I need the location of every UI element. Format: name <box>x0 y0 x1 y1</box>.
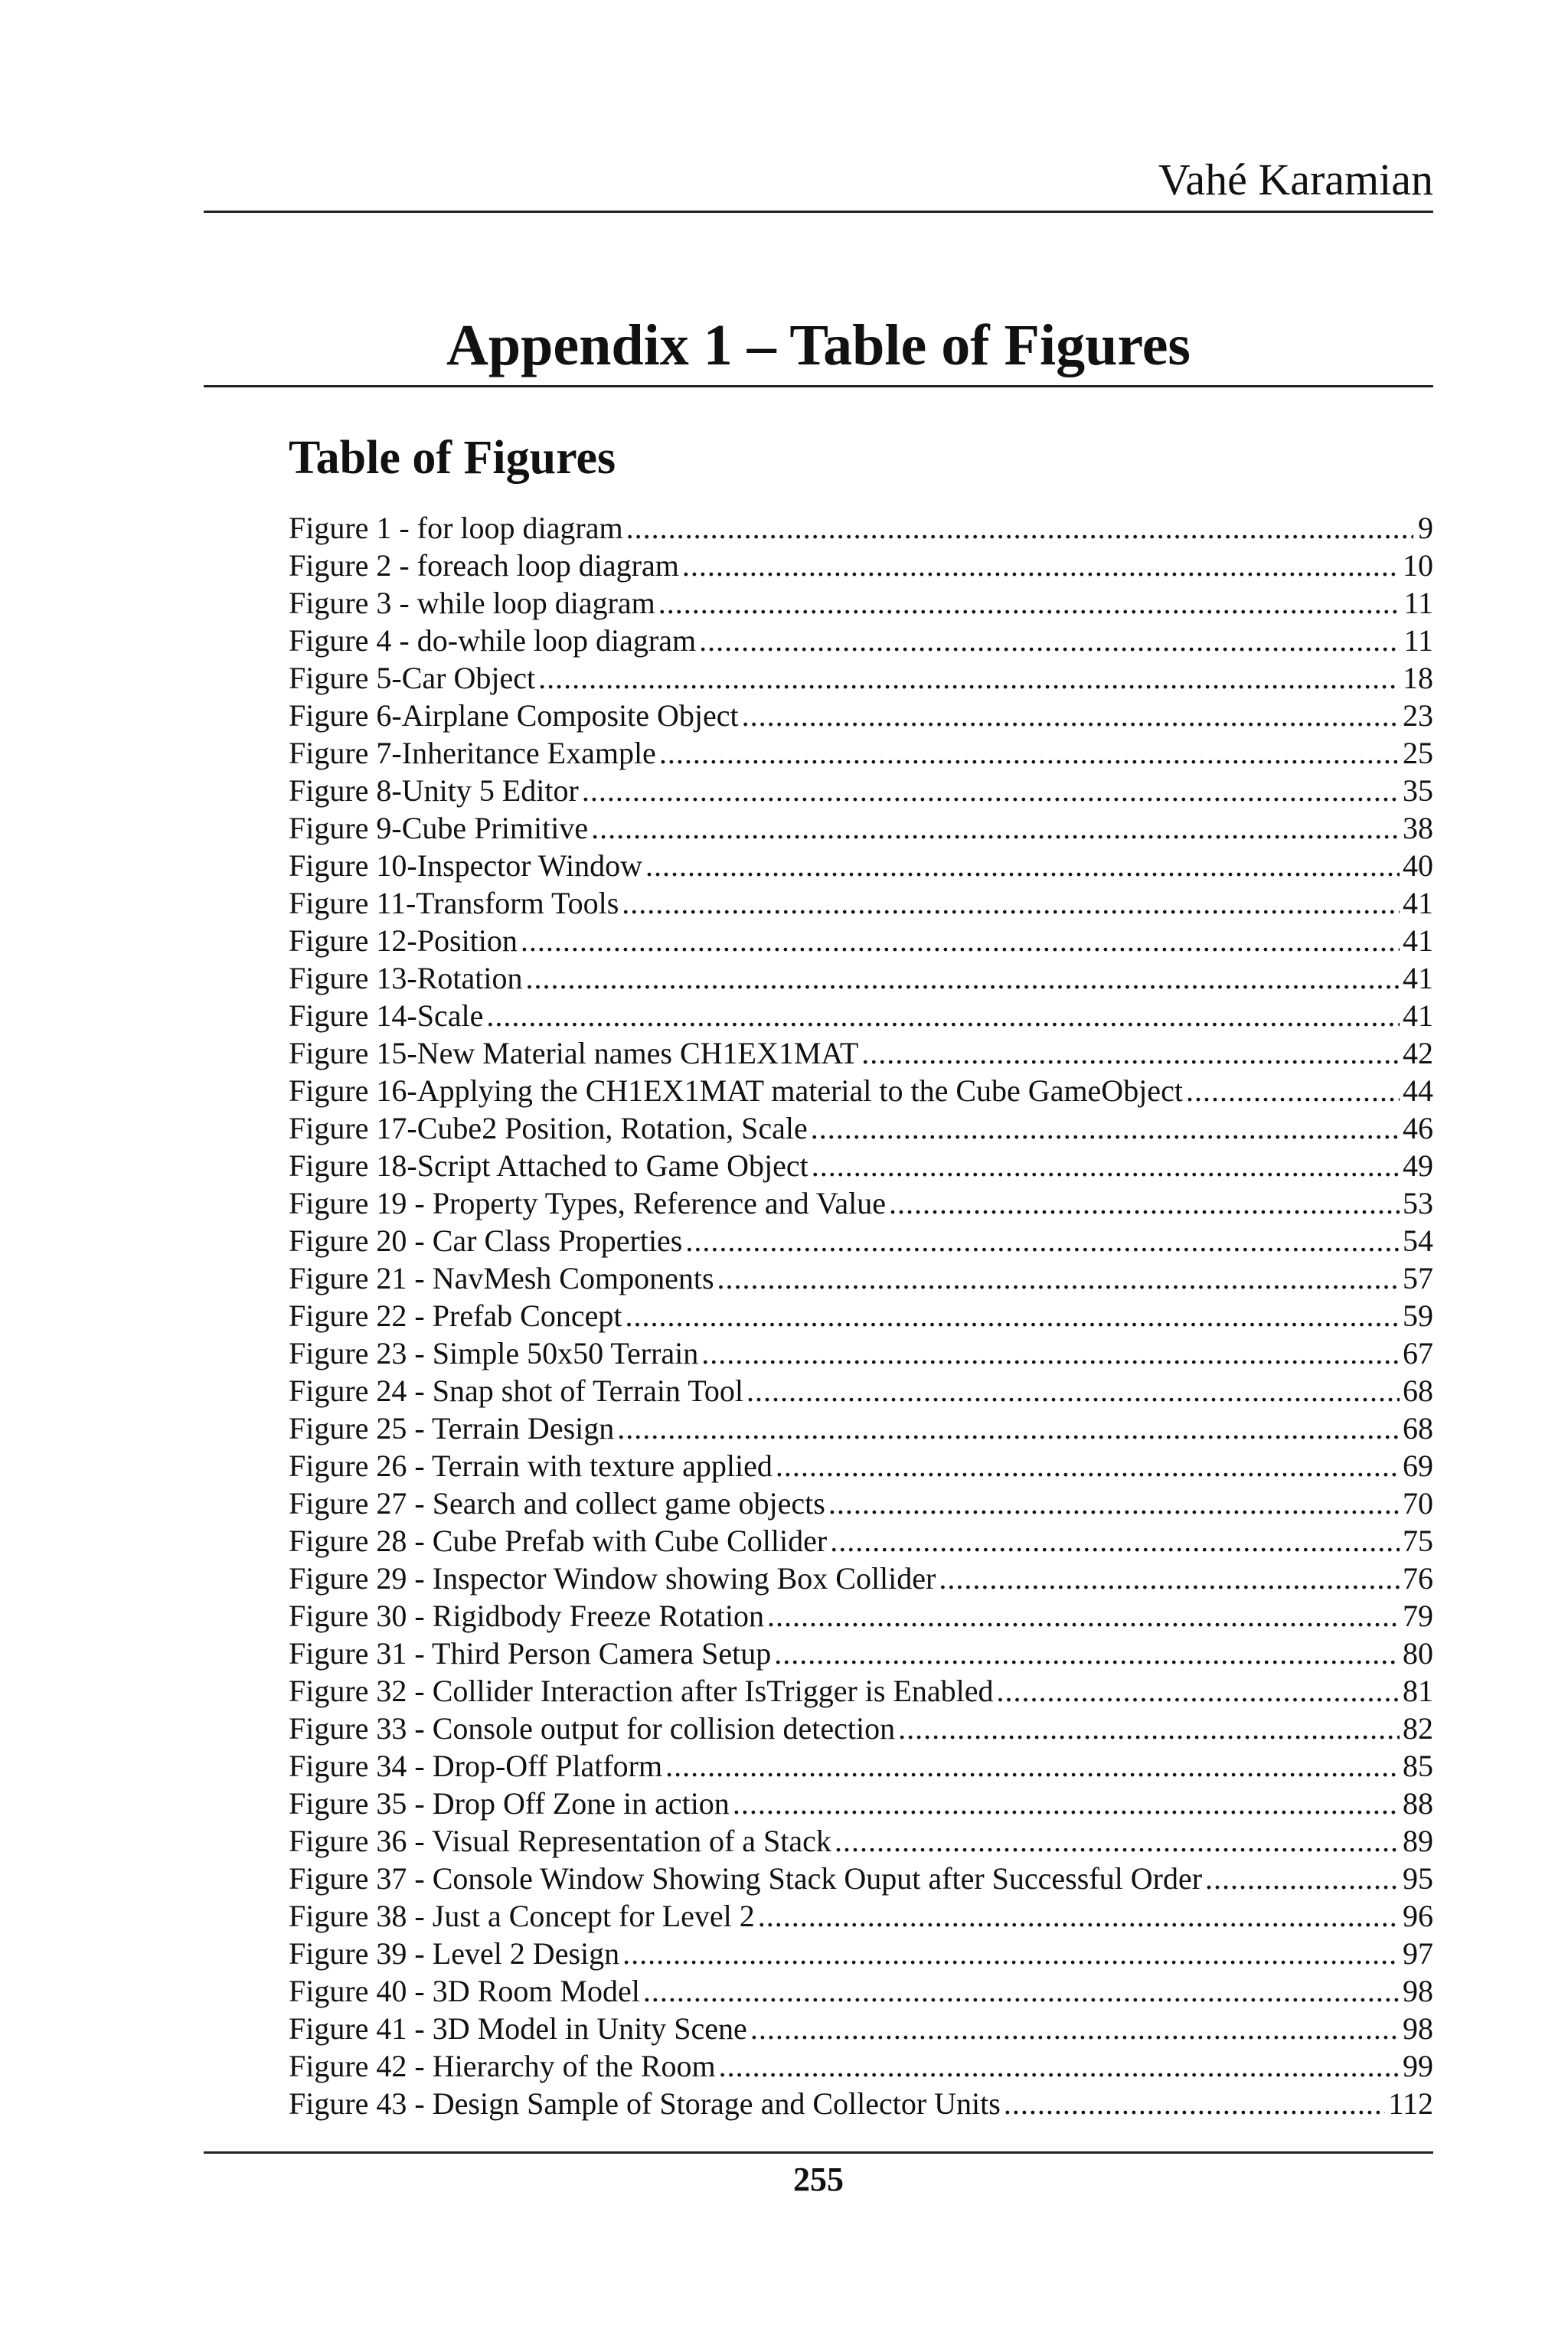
toc-entry[interactable] <box>289 1635 1433 1672</box>
dot-leader <box>750 2010 1400 2047</box>
toc-entry[interactable] <box>289 1222 1433 1259</box>
toc-entry[interactable] <box>289 1597 1433 1635</box>
toc-entry-label: Figure 31 - Third Person Camera Setup <box>289 1636 772 1671</box>
toc-entry-label: Figure 30 - Rigidbody Freeze Rotation <box>289 1599 765 1633</box>
toc-entry-page-number: 85 <box>1403 1749 1433 1783</box>
toc-entry[interactable] <box>289 1747 1433 1785</box>
toc-entry[interactable] <box>289 809 1433 847</box>
toc-entry[interactable] <box>289 1785 1433 1822</box>
toc-entry-label: Figure 23 - Simple 50x50 Terrain <box>289 1336 699 1370</box>
toc-entry[interactable] <box>289 1372 1433 1410</box>
toc-entry-page-number: 23 <box>1403 698 1433 733</box>
dot-leader <box>521 922 1400 959</box>
dot-leader <box>701 1334 1400 1372</box>
toc-entry[interactable] <box>289 2010 1433 2047</box>
toc-entry-label: Figure 34 - Drop-Off Platform <box>289 1749 663 1783</box>
toc-entry-page-number: 76 <box>1403 1561 1433 1596</box>
dot-leader <box>811 1109 1400 1147</box>
toc-entry-page-number: 70 <box>1403 1486 1433 1521</box>
dot-leader <box>682 547 1400 584</box>
toc-entry-label: Figure 9-Cube Primitive <box>289 811 589 845</box>
toc-entry-label: Figure 2 - foreach loop diagram <box>289 548 679 583</box>
toc-entry-label: Figure 29 - Inspector Window showing Box Collider <box>289 1561 936 1596</box>
dot-leader <box>719 2047 1400 2085</box>
toc-entry-label: Figure 42 - Hierarchy of the Room <box>289 2049 716 2083</box>
toc-entry-label: Figure 41 - 3D Model in Unity Scene <box>289 2011 747 2046</box>
toc-entry[interactable] <box>289 1410 1433 1447</box>
dot-leader <box>861 1034 1400 1072</box>
table-of-figures-list <box>289 509 1433 2122</box>
dot-leader <box>1004 2085 1386 2122</box>
dot-leader <box>898 1710 1400 1747</box>
toc-entry[interactable] <box>289 1259 1433 1297</box>
dot-leader <box>742 697 1400 734</box>
toc-entry-label: Figure 35 - Drop Off Zone in action <box>289 1786 730 1821</box>
toc-entry-page-number: 89 <box>1403 1824 1433 1858</box>
dot-leader <box>486 997 1400 1034</box>
toc-entry-page-number: 80 <box>1403 1636 1433 1671</box>
dot-leader <box>889 1184 1400 1222</box>
toc-entry[interactable] <box>289 1034 1433 1072</box>
toc-entry-label: Figure 37 - Console Window Showing Stack Ouput after Successful Order <box>289 1861 1203 1896</box>
toc-entry-label: Figure 28 - Cube Prefab with Cube Collider <box>289 1524 828 1558</box>
dot-leader <box>758 1897 1400 1935</box>
dot-leader <box>591 809 1400 847</box>
toc-entry[interactable] <box>289 1860 1433 1897</box>
toc-entry-label: Figure 38 - Just a Concept for Level 2 <box>289 1899 755 1933</box>
toc-entry-page-number: 11 <box>1403 623 1433 658</box>
page-number: 255 <box>793 2161 844 2198</box>
toc-entry-page-number: 82 <box>1403 1711 1433 1746</box>
toc-entry-label: Figure 7-Inheritance Example <box>289 736 656 770</box>
toc-entry-page-number: 59 <box>1403 1298 1433 1333</box>
toc-entry[interactable] <box>289 1522 1433 1560</box>
dot-leader <box>699 622 1400 659</box>
dot-leader <box>659 734 1400 772</box>
toc-entry-page-number: 88 <box>1403 1786 1433 1821</box>
toc-entry[interactable] <box>289 1147 1433 1184</box>
dot-leader <box>774 1635 1400 1672</box>
dot-leader <box>1205 1860 1400 1897</box>
toc-entry-label: Figure 25 - Terrain Design <box>289 1411 615 1446</box>
toc-entry-label: Figure 20 - Car Class Properties <box>289 1223 683 1258</box>
dot-leader <box>776 1447 1400 1485</box>
toc-entry[interactable] <box>289 1447 1433 1485</box>
toc-entry-page-number: 41 <box>1403 998 1433 1033</box>
toc-entry-page-number: 42 <box>1403 1036 1433 1070</box>
toc-entry[interactable] <box>289 1672 1433 1710</box>
toc-entry[interactable] <box>289 697 1433 734</box>
toc-entry-label: Figure 24 - Snap shot of Terrain Tool <box>289 1374 743 1408</box>
toc-entry-page-number: 41 <box>1403 886 1433 920</box>
toc-entry[interactable] <box>289 922 1433 959</box>
toc-entry-page-number: 25 <box>1403 736 1433 770</box>
dot-leader <box>828 1485 1400 1522</box>
toc-entry-label: Figure 3 - while loop diagram <box>289 586 655 620</box>
toc-entry-page-number: 68 <box>1403 1411 1433 1446</box>
toc-entry-label: Figure 40 - 3D Room Model <box>289 1974 640 2008</box>
toc-entry-label: Figure 15-New Material names CH1EX1MAT <box>289 1036 859 1070</box>
toc-entry[interactable] <box>289 547 1433 584</box>
toc-entry-page-number: 53 <box>1403 1186 1433 1220</box>
toc-entry-label: Figure 13-Rotation <box>289 961 523 995</box>
dot-leader <box>658 584 1401 622</box>
dot-leader <box>835 1822 1400 1860</box>
dot-leader <box>685 1222 1400 1259</box>
dot-leader <box>830 1522 1400 1560</box>
toc-entry-label: Figure 12-Position <box>289 923 518 958</box>
chapter-title: Appendix 1 – Table of Figures <box>446 313 1191 377</box>
toc-entry[interactable] <box>289 1334 1433 1372</box>
toc-entry[interactable] <box>289 659 1433 697</box>
dot-leader <box>643 1972 1400 2010</box>
toc-entry-page-number: 95 <box>1403 1861 1433 1896</box>
toc-entry-label: Figure 1 - for loop diagram <box>289 511 623 545</box>
toc-entry-page-number: 75 <box>1403 1524 1433 1558</box>
toc-entry[interactable] <box>289 584 1433 622</box>
dot-leader <box>622 884 1400 922</box>
toc-entry-label: Figure 21 - NavMesh Components <box>289 1261 714 1295</box>
dot-leader <box>645 847 1400 884</box>
dot-leader <box>1186 1072 1400 1109</box>
footer-rule <box>204 2151 1433 2154</box>
toc-entry-page-number: 44 <box>1403 1073 1433 1108</box>
toc-entry-page-number: 10 <box>1403 548 1433 583</box>
dot-leader <box>812 1147 1400 1184</box>
dot-leader <box>717 1259 1400 1297</box>
toc-entry-page-number: 11 <box>1403 586 1433 620</box>
toc-entry-page-number: 57 <box>1403 1261 1433 1295</box>
toc-entry[interactable] <box>289 1972 1433 2010</box>
header-rule <box>204 211 1433 213</box>
toc-entry[interactable] <box>289 2085 1433 2122</box>
toc-entry-page-number: 49 <box>1403 1148 1433 1183</box>
toc-entry[interactable] <box>289 1072 1433 1109</box>
dot-leader <box>538 659 1400 697</box>
dot-leader <box>622 1935 1400 1972</box>
toc-entry[interactable] <box>289 1935 1433 1972</box>
toc-entry-label: Figure 36 - Visual Representation of a Stack <box>289 1824 831 1858</box>
dot-leader <box>625 1297 1400 1334</box>
toc-entry-page-number: 112 <box>1388 2086 1433 2121</box>
toc-entry[interactable] <box>289 1297 1433 1334</box>
dot-leader <box>733 1785 1400 1822</box>
toc-entry[interactable] <box>289 1184 1433 1222</box>
toc-entry-label: Figure 16-Applying the CH1EX1MAT material to the Cube GameObject <box>289 1073 1183 1108</box>
toc-entry[interactable] <box>289 1710 1433 1747</box>
dot-leader <box>617 1410 1400 1447</box>
toc-entry-page-number: 81 <box>1403 1674 1433 1708</box>
toc-entry-label: Figure 6-Airplane Composite Object <box>289 698 739 733</box>
dot-leader <box>767 1597 1400 1635</box>
toc-entry-label: Figure 10-Inspector Window <box>289 848 643 883</box>
toc-entry-page-number: 67 <box>1403 1336 1433 1370</box>
toc-entry-page-number: 18 <box>1403 661 1433 695</box>
toc-entry-label: Figure 5-Car Object <box>289 661 536 695</box>
toc-entry-label: Figure 11-Transform Tools <box>289 886 619 920</box>
toc-entry[interactable] <box>289 622 1433 659</box>
toc-entry-page-number: 38 <box>1403 811 1433 845</box>
toc-entry-page-number: 46 <box>1403 1111 1433 1145</box>
toc-entry-label: Figure 26 - Terrain with texture applied <box>289 1449 773 1483</box>
dot-leader <box>997 1672 1400 1710</box>
toc-entry[interactable] <box>289 1897 1433 1935</box>
toc-entry[interactable] <box>289 509 1433 547</box>
toc-entry[interactable] <box>289 1560 1433 1597</box>
section-title: Table of Figures <box>289 432 616 484</box>
toc-entry-page-number: 40 <box>1403 848 1433 883</box>
toc-entry-page-number: 68 <box>1403 1374 1433 1408</box>
toc-entry-page-number: 41 <box>1403 923 1433 958</box>
toc-entry[interactable] <box>289 1485 1433 1522</box>
toc-entry[interactable] <box>289 847 1433 884</box>
dot-leader <box>665 1747 1400 1785</box>
toc-entry-page-number: 98 <box>1403 1974 1433 2008</box>
toc-entry[interactable] <box>289 959 1433 997</box>
toc-entry[interactable] <box>289 997 1433 1034</box>
dot-leader <box>939 1560 1400 1597</box>
toc-entry-page-number: 99 <box>1403 2049 1433 2083</box>
toc-entry[interactable] <box>289 734 1433 772</box>
toc-entry-label: Figure 4 - do-while loop diagram <box>289 623 697 658</box>
toc-entry-page-number: 97 <box>1403 1936 1433 1971</box>
toc-entry-label: Figure 43 - Design Sample of Storage and Collector Units <box>289 2086 1001 2121</box>
toc-entry[interactable] <box>289 2047 1433 2085</box>
dot-leader <box>626 509 1413 547</box>
toc-entry-label: Figure 8-Unity 5 Editor <box>289 773 579 808</box>
toc-entry-label: Figure 33 - Console output for collision detection <box>289 1711 896 1746</box>
toc-entry[interactable] <box>289 1109 1433 1147</box>
toc-entry-page-number: 54 <box>1403 1223 1433 1258</box>
toc-entry[interactable] <box>289 1822 1433 1860</box>
toc-entry-label: Figure 32 - Collider Interaction after IsTrigger is Enabled <box>289 1674 994 1708</box>
toc-entry-page-number: 96 <box>1403 1899 1433 1933</box>
toc-entry-page-number: 98 <box>1403 2011 1433 2046</box>
dot-leader <box>746 1372 1400 1410</box>
chapter-title-rule <box>204 385 1433 387</box>
toc-entry[interactable] <box>289 884 1433 922</box>
toc-entry-page-number: 69 <box>1403 1449 1433 1483</box>
toc-entry-label: Figure 39 - Level 2 Design <box>289 1936 620 1971</box>
toc-entry-label: Figure 18-Script Attached to Game Object <box>289 1148 808 1183</box>
toc-entry[interactable] <box>289 772 1433 809</box>
toc-entry-label: Figure 17-Cube2 Position, Rotation, Scale <box>289 1111 808 1145</box>
toc-entry-page-number: 79 <box>1403 1599 1433 1633</box>
running-header-author: Vahé Karamian <box>1158 155 1433 204</box>
toc-entry-page-number: 41 <box>1403 961 1433 995</box>
toc-entry-page-number: 35 <box>1403 773 1433 808</box>
dot-leader <box>582 772 1400 809</box>
toc-entry-label: Figure 14-Scale <box>289 998 484 1033</box>
toc-entry-label: Figure 22 - Prefab Concept <box>289 1298 622 1333</box>
dot-leader <box>526 959 1400 997</box>
toc-entry-label: Figure 19 - Property Types, Reference and Value <box>289 1186 886 1220</box>
toc-entry-label: Figure 27 - Search and collect game objects <box>289 1486 825 1521</box>
toc-entry-page-number: 9 <box>1418 511 1433 545</box>
